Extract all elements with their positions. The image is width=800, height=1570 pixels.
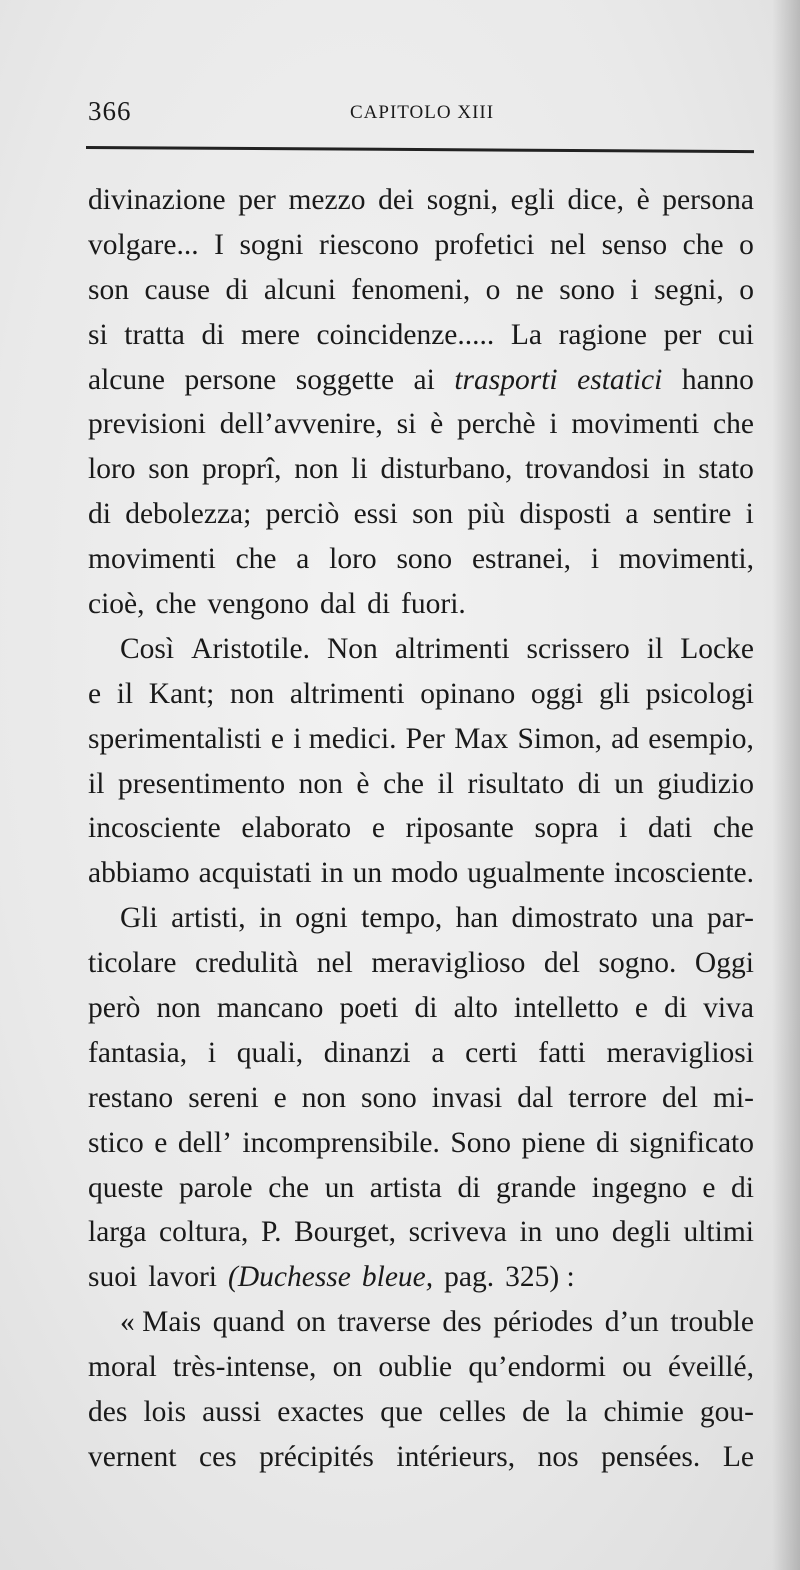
word: di xyxy=(201,318,225,351)
word: degli xyxy=(611,1216,671,1249)
word: i xyxy=(630,273,639,306)
word: acquistati xyxy=(198,857,312,890)
word: ingegno xyxy=(591,1171,687,1204)
text-line xyxy=(88,1390,754,1435)
word: ultimi xyxy=(683,1216,754,1249)
word: trasporti xyxy=(454,363,558,396)
word: meravigliosi xyxy=(606,1036,754,1069)
text-line xyxy=(88,672,754,717)
word: que xyxy=(380,1396,423,1429)
word: artisti, xyxy=(171,902,246,935)
word: per xyxy=(238,184,276,216)
word: cui xyxy=(717,318,754,351)
word: non xyxy=(298,767,343,800)
word: P. xyxy=(260,1216,282,1249)
word: di xyxy=(457,1171,481,1204)
word: lois xyxy=(143,1396,187,1429)
text-line xyxy=(88,806,754,851)
word: dati xyxy=(648,812,693,845)
word: che xyxy=(268,1171,310,1204)
text-line xyxy=(88,492,754,537)
word: ogni xyxy=(295,902,348,935)
page-header xyxy=(88,96,748,136)
word: invasi xyxy=(431,1081,503,1114)
word: senso xyxy=(601,228,668,261)
word: han xyxy=(455,902,499,935)
word: persona xyxy=(662,184,754,216)
word: dice, xyxy=(567,184,624,216)
word: coincidenze..... xyxy=(316,318,495,351)
word: il xyxy=(646,632,664,665)
word: coltura, xyxy=(159,1216,249,1249)
word: incosciente. xyxy=(613,857,754,890)
word: i xyxy=(590,543,600,576)
word: proprî, xyxy=(202,453,282,486)
word: parole xyxy=(178,1171,253,1204)
word: sogni, xyxy=(426,184,499,216)
word: Locke xyxy=(680,632,754,665)
word: Simon, xyxy=(517,722,602,755)
word: ticolare xyxy=(88,947,177,980)
word: è xyxy=(430,408,444,441)
word: la xyxy=(566,1396,588,1429)
word: li xyxy=(351,453,368,486)
text-line xyxy=(88,537,754,582)
word: dal xyxy=(320,588,357,621)
word: son xyxy=(148,453,190,486)
word: exactes xyxy=(277,1396,365,1429)
word: dell’avvenire, xyxy=(219,408,383,441)
word: essi xyxy=(353,498,398,531)
word: di xyxy=(664,992,688,1025)
word: Non xyxy=(326,632,378,665)
word: e xyxy=(270,722,284,755)
word: ou xyxy=(622,1351,652,1384)
word: 325) : xyxy=(505,1261,575,1294)
word: d’un xyxy=(604,1306,659,1339)
word: tempo, xyxy=(361,902,443,935)
word: movimenti, xyxy=(618,543,754,576)
word: dell’ xyxy=(177,1126,232,1159)
word: non xyxy=(294,453,339,486)
word: o xyxy=(739,273,754,306)
word: perchè xyxy=(456,408,536,441)
word: certi xyxy=(465,1036,518,1069)
word: che xyxy=(682,228,724,261)
word: che xyxy=(713,408,754,441)
word: viva xyxy=(703,992,754,1025)
word: celles xyxy=(438,1396,507,1429)
word: sogno. xyxy=(598,947,677,980)
word: pensées. xyxy=(601,1440,701,1473)
word: Gli xyxy=(120,902,158,935)
word: Aristotile. xyxy=(191,632,310,665)
word: un xyxy=(614,767,644,800)
word: non xyxy=(156,992,201,1025)
word: mancano xyxy=(216,992,324,1025)
text-line xyxy=(88,1076,754,1121)
word: Sono xyxy=(450,1126,512,1159)
text-line xyxy=(88,762,754,807)
word: bleue, xyxy=(361,1261,434,1294)
word: pag. xyxy=(444,1261,495,1294)
word: son xyxy=(88,273,129,306)
text-line xyxy=(88,1255,754,1300)
word: loro xyxy=(88,453,136,486)
word: in xyxy=(258,902,282,935)
word: sereni xyxy=(188,1081,259,1114)
word: a xyxy=(625,498,639,531)
word: incosciente xyxy=(88,812,221,845)
word: sopra xyxy=(534,812,599,845)
word: i medici. xyxy=(293,722,397,755)
word: del xyxy=(543,947,580,980)
word: in xyxy=(320,857,344,890)
word: opinano xyxy=(420,677,516,710)
word: abbiamo xyxy=(88,857,190,890)
word: o xyxy=(485,273,501,306)
word: Le xyxy=(722,1440,754,1473)
word: de xyxy=(522,1396,551,1429)
word: altrimenti xyxy=(394,632,510,665)
word: e xyxy=(154,1126,168,1159)
word: quali, xyxy=(236,1036,304,1069)
word: hanno xyxy=(681,363,754,396)
word: grande xyxy=(495,1171,577,1204)
word: e xyxy=(634,992,648,1025)
word: dei xyxy=(378,184,415,216)
word: périodes xyxy=(493,1306,594,1339)
word: trovandosi xyxy=(525,453,650,486)
word: di xyxy=(367,588,391,621)
word: che xyxy=(712,812,754,845)
word: dal xyxy=(517,1081,554,1114)
word: précipités xyxy=(259,1440,374,1473)
word: lavori xyxy=(148,1261,217,1294)
word: previsioni xyxy=(88,408,206,441)
word: loro xyxy=(329,543,377,576)
word: vernent xyxy=(88,1440,177,1473)
word: fatti xyxy=(538,1036,586,1069)
word: in xyxy=(662,453,686,486)
word: di xyxy=(731,1171,754,1204)
text-line xyxy=(88,223,754,268)
word: ne xyxy=(515,273,544,306)
text-line xyxy=(88,1121,754,1166)
word: intelletto xyxy=(513,992,619,1025)
word: sono xyxy=(361,1081,417,1114)
word: profetici xyxy=(434,228,535,261)
word: o xyxy=(739,228,754,261)
word: nos xyxy=(537,1440,579,1473)
text-line xyxy=(88,986,754,1031)
word: e xyxy=(371,812,385,845)
word: è xyxy=(356,767,370,800)
word: des xyxy=(442,1306,482,1339)
word: alcuni xyxy=(263,273,336,306)
word: il xyxy=(437,767,454,800)
word: La xyxy=(510,318,542,351)
word: sperimentalisti xyxy=(88,722,262,755)
word: trouble xyxy=(670,1306,754,1339)
word: più xyxy=(467,498,506,531)
header-rule xyxy=(86,146,754,153)
word: mi- xyxy=(713,1081,754,1114)
word: gou- xyxy=(699,1396,754,1429)
word: queste xyxy=(88,1171,164,1204)
word: stato xyxy=(698,453,754,486)
word: estatici xyxy=(577,363,663,396)
word: sogni xyxy=(239,228,304,261)
text-line xyxy=(88,582,754,627)
word: disturbano, xyxy=(380,453,513,486)
text-line xyxy=(88,896,754,941)
word: fuori. xyxy=(401,588,466,621)
word: debolezza; xyxy=(125,498,252,531)
word: e xyxy=(88,677,102,710)
word: una xyxy=(651,902,694,935)
word: ad xyxy=(611,722,640,755)
word: persone xyxy=(184,363,277,396)
word: oggi xyxy=(530,677,584,710)
word: riposante xyxy=(405,812,514,845)
word: alcune xyxy=(88,363,165,396)
word: (Duchesse xyxy=(228,1261,351,1294)
text-line xyxy=(88,358,754,403)
word: il xyxy=(116,677,134,710)
word: i xyxy=(207,1036,217,1069)
word: artista xyxy=(369,1171,442,1204)
word: del xyxy=(661,1081,698,1114)
word: i xyxy=(619,812,628,845)
word: però xyxy=(88,992,141,1025)
word: di xyxy=(88,498,111,531)
word: terrore xyxy=(568,1081,647,1114)
word: riescono xyxy=(319,228,419,261)
word: des xyxy=(88,1396,128,1429)
word: che xyxy=(155,588,197,621)
word: il xyxy=(88,767,105,800)
text-line xyxy=(88,851,754,896)
word: è xyxy=(636,184,650,216)
text-line xyxy=(88,1345,754,1390)
word: dimostrato xyxy=(511,902,638,935)
word: ugualmente xyxy=(467,857,605,890)
word: meraviglioso xyxy=(371,947,526,980)
word: oublie xyxy=(378,1351,453,1384)
word: larga xyxy=(88,1216,147,1249)
word: intérieurs, xyxy=(396,1440,516,1473)
word: credulità xyxy=(195,947,299,980)
word: on xyxy=(296,1306,326,1339)
word: di xyxy=(225,273,249,306)
word: I xyxy=(214,228,224,261)
word: movimenti xyxy=(88,543,216,576)
word: mezzo xyxy=(288,184,366,216)
text-line xyxy=(88,178,754,223)
word: fenomeni, xyxy=(351,273,471,306)
word: ces xyxy=(198,1440,237,1473)
word: uno xyxy=(555,1216,600,1249)
word: Max xyxy=(454,722,509,755)
word: Oggi xyxy=(694,947,754,980)
word: son xyxy=(412,498,454,531)
word: per xyxy=(663,318,702,351)
word: presentimento xyxy=(117,767,286,800)
word: nel xyxy=(316,947,353,980)
word: aussi xyxy=(202,1396,262,1429)
word: vengono xyxy=(207,588,310,621)
word: très-intense, xyxy=(173,1351,317,1384)
text-line xyxy=(88,1435,754,1480)
word: non xyxy=(229,677,275,710)
word: che xyxy=(383,767,424,800)
text-line xyxy=(88,402,754,447)
text-line xyxy=(88,627,754,672)
word: e xyxy=(702,1171,716,1204)
word: di xyxy=(414,992,438,1025)
text-line xyxy=(88,1210,754,1255)
word: gli xyxy=(598,677,631,710)
word: sono xyxy=(396,543,453,576)
word: chimie xyxy=(603,1396,684,1429)
word: psicologi xyxy=(645,677,754,710)
word: traverse xyxy=(337,1306,431,1339)
word: Bourget, xyxy=(294,1216,396,1249)
word: cioè, xyxy=(88,588,145,621)
word: modo xyxy=(391,857,459,890)
body-text xyxy=(88,178,754,1480)
word: cause xyxy=(144,273,210,306)
word: « Mais xyxy=(120,1306,202,1339)
word: e xyxy=(273,1081,287,1114)
text-line xyxy=(88,1031,754,1076)
page-edge-shadow xyxy=(772,0,800,1570)
word: ai xyxy=(413,363,435,396)
word: dinanzi xyxy=(323,1036,411,1069)
word: sono xyxy=(559,273,615,306)
word: Kant; xyxy=(148,677,215,710)
word: volgare... xyxy=(88,228,199,261)
word: Così xyxy=(120,632,175,665)
word: poeti xyxy=(339,992,399,1025)
word: un xyxy=(324,1171,355,1204)
word: incomprensibile. xyxy=(242,1126,440,1159)
word: scriveva xyxy=(408,1216,507,1249)
word: mere xyxy=(240,318,300,351)
word: esempio, xyxy=(648,722,754,755)
word: si xyxy=(396,408,417,441)
word: non xyxy=(301,1081,347,1114)
word: che xyxy=(235,543,277,576)
word: segni, xyxy=(654,273,724,306)
word: estranei, xyxy=(471,543,572,576)
text-line xyxy=(88,313,754,358)
word: stico xyxy=(88,1126,144,1159)
word: par- xyxy=(707,902,754,935)
word: i xyxy=(745,498,754,531)
text-line xyxy=(88,717,754,762)
word: movimenti xyxy=(571,408,700,441)
text-line xyxy=(88,1300,754,1345)
word: di xyxy=(577,767,601,800)
running-head: CAPITOLO XIII xyxy=(350,102,495,123)
word: Per xyxy=(405,722,445,755)
text-line xyxy=(88,447,754,492)
text-line xyxy=(88,941,754,986)
word: disposti xyxy=(519,498,612,531)
word: egli xyxy=(510,184,555,216)
word: i xyxy=(549,408,558,441)
word: perciò xyxy=(265,498,340,531)
word: scrissero xyxy=(526,632,630,665)
word: piene xyxy=(521,1126,586,1159)
word: giudizio xyxy=(657,767,754,800)
word: altrimenti xyxy=(289,677,405,710)
word: nel xyxy=(549,228,587,261)
word: divinazione xyxy=(88,184,226,216)
word: in xyxy=(519,1216,543,1249)
word: a xyxy=(296,543,310,576)
word: significato xyxy=(629,1126,754,1159)
word: di xyxy=(595,1126,619,1159)
word: on xyxy=(332,1351,363,1384)
word: un xyxy=(352,857,383,890)
word: moral xyxy=(88,1351,157,1384)
word: fantasia, xyxy=(88,1036,188,1069)
word: risultato xyxy=(467,767,565,800)
text-line xyxy=(88,268,754,313)
word: si xyxy=(88,318,108,351)
word: suoi xyxy=(88,1261,138,1294)
word: alto xyxy=(453,992,498,1025)
word: ragione xyxy=(558,318,648,351)
word: a xyxy=(431,1036,445,1069)
word: qu’endormi xyxy=(468,1351,606,1384)
word: sentire xyxy=(652,498,732,531)
page-number: 366 xyxy=(88,96,132,126)
word: éveillé, xyxy=(667,1351,754,1384)
word: quand xyxy=(212,1306,285,1339)
word: elaborato xyxy=(241,812,352,845)
text-line xyxy=(88,1166,754,1211)
word: tratta xyxy=(124,318,185,351)
word: soggette xyxy=(295,363,395,396)
word: restano xyxy=(88,1081,174,1114)
